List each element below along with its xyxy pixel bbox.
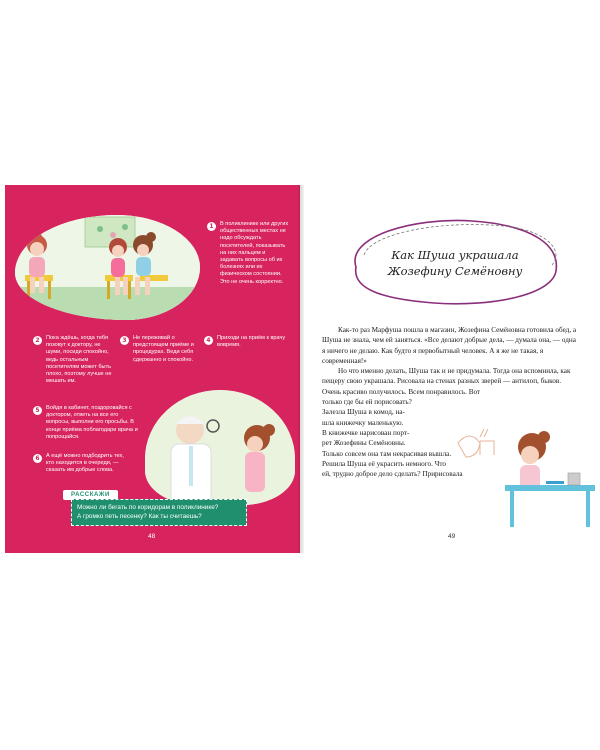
story-paragraph: Но что именно делать, Шуша так и не придумала. Тогда она вспомнила, как пещеру свою украшала. Рисовала на стенах разных зверей — антилоп, быков. Очень красиво получилось. Всем понравилось. Вот (322, 367, 571, 396)
rule-2 (33, 335, 117, 385)
rule-number: 1 (207, 222, 216, 231)
page-number-left: 48 (148, 533, 156, 540)
doctor-drawing (145, 390, 295, 505)
book-gutter (298, 185, 304, 553)
story-line: Решила Шуша её украсить немного. Что (322, 459, 447, 468)
story-line: рет Жозефины Семёновны. (322, 439, 406, 448)
page-number-right: 49 (448, 533, 456, 540)
rule-3 (120, 335, 202, 364)
rule-1 (207, 221, 289, 286)
waiting-room-drawing (15, 215, 200, 320)
story-line: В книжечке нарисован порт- (322, 428, 410, 437)
story-line: только где бы ей порисовать? (322, 398, 412, 407)
rule-number: 5 (33, 406, 42, 415)
rule-number: 6 (33, 454, 42, 463)
story-paragraph: Как-то раз Марфуша пошла в магазин, Жозефина Семёновна готовила обед, а Шуша не знала, чем ей заняться. «Все делают добрые дела, — думала она, — одна я ничего не делаю. Как будто я первобытный человек. А я же не такая, я современная!» (322, 326, 577, 365)
rule-5 (33, 405, 141, 441)
story-title-line: Жозефину Семёновну (387, 264, 523, 278)
rule-number: 3 (120, 336, 129, 345)
girl-at-desk-illustration (450, 425, 595, 535)
rule-text: Приходи на приём к врачу вовремя. (217, 335, 286, 349)
story-narrow-block (322, 397, 460, 448)
rule-text: В поликлинике или других общественных местах не надо обсуждать посетителей, показывать на них пальцем и задавать вопросы об их болезнях или их физическом состоянии. Это не очень корректно. (220, 221, 289, 285)
rule-text: Войдя в кабинет, поздоровайся с доктором, ответь на все его вопросы, выполни его просьбы. В конце приёма поблагодари врача и попрощайся. (46, 405, 138, 440)
tell-question-line: Можно ли бегать по коридорам в поликлинике? (77, 504, 219, 511)
waiting-room-illustration (15, 215, 200, 320)
tell-question-line: А громко петь песенку? Как ты считаешь? (77, 512, 202, 520)
rule-number: 2 (33, 336, 42, 345)
story-line: шла книжечку маленькую. (322, 418, 404, 427)
rule-text: Не переживай о предстоящем приёме и процедурах. Веди себя сдержанно и спокойно. (133, 335, 194, 363)
tell-label: РАССКАЖИ (63, 490, 118, 500)
rule-number: 4 (204, 336, 213, 345)
rule-text: Пока ждёшь, когда тебя позовут к доктору, не шуми, посиди спокойно, ведь остальным посетителям может быть плохо, поэтому лучше не мешать им. (46, 335, 112, 385)
story-title (364, 247, 546, 279)
story-line: Только совсем она там некрасивая вышла. (322, 449, 452, 458)
story-line: Залезла Шуша в комод, на- (322, 408, 405, 417)
rule-6 (33, 453, 133, 475)
story-title-line: Как Шуша украшала (391, 248, 519, 262)
tell-question-box (71, 499, 247, 526)
rule-text: А ещё можно подбодрить тех, кто находится в очереди, — сказать им добрые слова. (46, 453, 124, 474)
right-page (300, 185, 595, 553)
rule-4 (204, 335, 286, 349)
book-spread (5, 185, 595, 553)
doctor-illustration (145, 390, 295, 505)
story-line: ей, трудно доброе дело сделать? Пририсовала (322, 470, 463, 479)
left-page (5, 185, 300, 553)
